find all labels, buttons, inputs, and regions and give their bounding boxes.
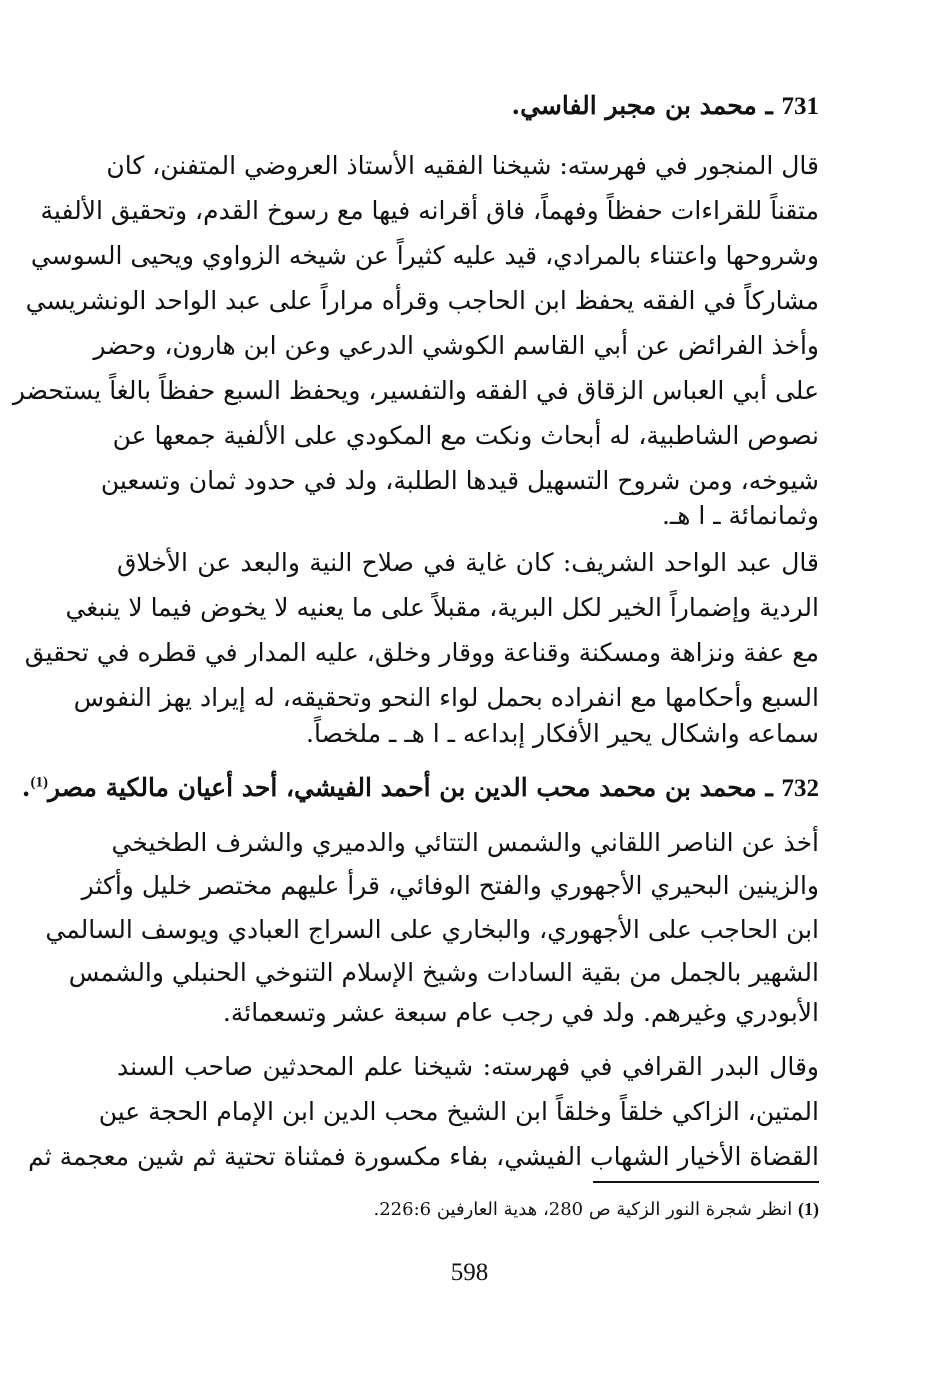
paragraph-line: مع عفة ونزاهة ومسكنة وقناعة ووقار وخلق، عليه المدار في قطره في تحقيق (24, 638, 819, 667)
paragraph-line: مشاركاً في الفقه يحفظ ابن الحاجب وقرأه مراراً على عبد الواحد الونشريسي (25, 286, 819, 315)
paragraph-line: نصوص الشاطبية، له أبحاث ونكت مع المكودي على الألفية جمعها عن (112, 421, 819, 450)
paragraph-line: والزينين البحيري الأجهوري والفتح الوفائي، قرأ عليهم مختصر خليل وأكثر (81, 871, 819, 900)
paragraph-line: السبع وأحكامها مع انفراده بحمل لواء النحو وتحقيقه، له إيراد يهز النفوس (73, 683, 819, 712)
entry-title: محمد بن محمد محب الدين بن أحمد الفيشي، أحد أعيان مالكية مصر (48, 773, 757, 802)
entry-separator: ـ (756, 773, 782, 802)
entry-separator: ـ (756, 91, 782, 120)
footnote (117, 1196, 819, 1223)
paragraph-line: ابن الحاجب على الأجهوري، والبخاري على السراج العبادي ويوسف السالمي (45, 915, 819, 944)
paragraph-line: المتين، الزاكي خلقاً وخلقاً ابن الشيخ محب الدين ابن الإمام الحجة عين (98, 1097, 819, 1126)
footnote-text: انظر شجرة النور الزكية ص 280، هدية العارفين 226:6. (373, 1199, 793, 1220)
paragraph-line: وثمانمائة ـ ا هـ. (661, 501, 819, 530)
paragraph-line: القضاة الأخيار الشهاب الفيشي، بفاء مكسورة فمثناة تحتية ثم شين معجمة ثم (28, 1142, 819, 1171)
entry-title: محمد بن مجبر الفاسي. (511, 91, 757, 120)
paragraph-line: الأبودري وغيرهم. ولد في رجب عام سبعة عشر وتسعمائة. (222, 998, 819, 1027)
entry-number: 731 (781, 93, 819, 120)
footnote-number: (1) (798, 1199, 819, 1219)
paragraph-line: وقال البدر القرافي في فهرسته: شيخنا علم المحدثين صاحب السند (117, 1052, 819, 1081)
page-number: 598 (450, 1259, 489, 1286)
footnote-reference[interactable]: (1) (30, 774, 48, 791)
paragraph-line: الشهير بالجمل من بقية السادات وشيخ الإسلام التنوخي الحنبلي والشمس (68, 958, 819, 987)
paragraph-line: وشروحها واعتناء بالمرادي، قيد عليه كثيراً عن شيخه الزواوي ويحيى السوسي (30, 241, 819, 270)
entry-heading-731 (117, 86, 819, 126)
paragraph-line: على أبي العباس الزقاق في الفقه والتفسير، ويحفظ السبع حفظاً بالغاً يستحضر (12, 376, 819, 405)
paragraph-line: قال المنجور في فهرسته: شيخنا الفقيه الأستاذ العروضي المتفنن، كان (106, 151, 819, 180)
entry-heading-732 (21, 768, 819, 808)
paragraph-line: الردية وإضماراً الخير لكل البرية، مقبلاً على ما يعنيه لا يخوض فيما لا ينبغي (65, 593, 819, 622)
entry-end: . (21, 773, 31, 802)
paragraph-line: شيوخه، ومن شروح التسهيل قيدها الطلبة، ولد في حدود ثمان وتسعين (100, 466, 819, 495)
paragraph-line: قال عبد الواحد الشريف: كان غاية في صلاح النية والبعد عن الأخلاق (117, 548, 819, 577)
paragraph-line: سماعه واشكال يحير الأفكار إبداعه ـ ا هـ ـ ملخصاً. (306, 719, 819, 748)
footnote-divider (593, 1181, 819, 1183)
paragraph-line: أخذ عن الناصر اللقاني والشمس التتائي والدميري والشرف الطخيخي (111, 828, 819, 857)
entry-number: 732 (781, 775, 819, 802)
paragraph-line: وأخذ الفرائض عن أبي القاسم الكوشي الدرعي وعن ابن هارون، وحضر (93, 331, 819, 360)
paragraph-line: متقناً للقراءات حفظاً وفهماً، فاق أقرانه فيها مع رسوخ القدم، وتحقيق الألفية (40, 196, 819, 225)
